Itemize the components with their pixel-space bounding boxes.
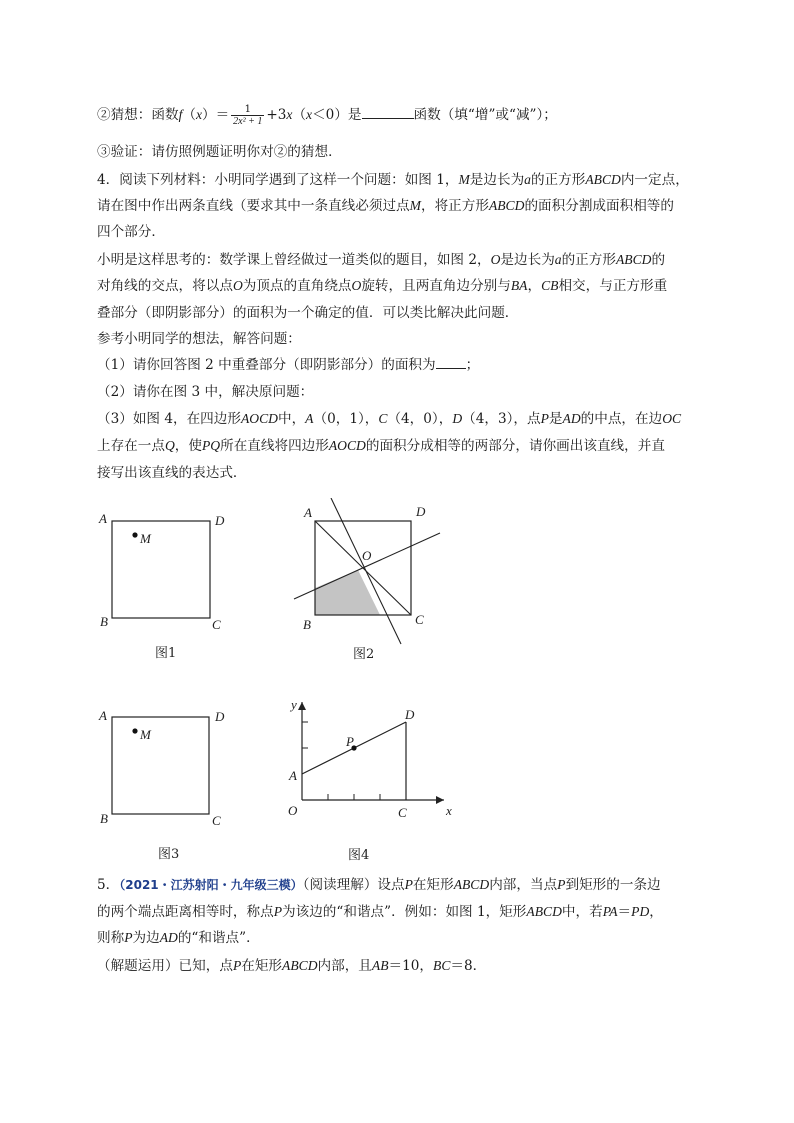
square-abcd	[112, 521, 210, 618]
text: （	[182, 107, 196, 123]
q4-line-11	[97, 437, 665, 455]
var: BC	[433, 958, 451, 973]
text: （4，3），点	[462, 411, 541, 427]
q3-verify-line: ③验证：请仿照例题证明你对②的猜想．	[97, 144, 342, 160]
text: （1）请你回答图 2 中重叠部分（即阴影部分）的面积为	[97, 357, 436, 373]
label-a: A	[99, 511, 107, 526]
label-b: B	[100, 614, 108, 629]
label-d: D	[405, 707, 415, 722]
text: （解题运用）已知，点	[97, 958, 233, 974]
text: ②猜想：函数	[97, 107, 179, 123]
figure-caption: 图1	[155, 646, 177, 661]
q4-line-2	[97, 197, 674, 215]
var: AD	[159, 930, 178, 945]
label-a: A	[289, 768, 297, 783]
q4-line-7: 参考小明同学的想法，解答问题：	[97, 331, 301, 347]
text: 的正方形	[561, 252, 616, 268]
var: PQ	[201, 438, 221, 453]
var: AD	[562, 411, 581, 426]
text: ＝	[617, 904, 632, 920]
fraction-denominator: 2x² + 1	[233, 116, 263, 127]
text: ，将正方形	[420, 198, 489, 214]
var: ABCD	[488, 198, 525, 213]
point-m	[132, 728, 137, 733]
text: 的面积分割成面积相等的	[524, 198, 674, 214]
label-m: M	[140, 531, 151, 546]
text: 的正方形	[530, 172, 586, 188]
var: M	[458, 172, 470, 187]
question-source: （2021・江苏射阳・九年级三模）	[119, 878, 303, 892]
var: O	[232, 278, 243, 293]
var: a	[524, 172, 531, 187]
text: 相交，与正方形重	[558, 278, 668, 294]
label-c: C	[398, 805, 407, 820]
text: 函数（填“增”或“减”）；	[413, 107, 557, 123]
label-b: B	[100, 811, 108, 826]
text: 请在图中作出两条直线（要求其中一条直线必须过点	[97, 198, 410, 214]
text: ，	[527, 278, 542, 294]
label-o: O	[362, 548, 372, 563]
text: 内一定点，	[620, 172, 689, 188]
label-d: D	[416, 504, 426, 519]
text: 的两个端点距离相等时，称点	[97, 904, 274, 920]
text: ＝8	[450, 958, 473, 974]
text: 是	[548, 411, 563, 427]
text: （阅读理解）设点	[302, 877, 405, 893]
var: P	[557, 877, 566, 892]
text: ，	[649, 904, 663, 920]
answer-blank[interactable]	[362, 106, 414, 119]
var: OC	[662, 411, 682, 426]
var: ABCD	[282, 958, 318, 973]
label-m: M	[140, 727, 151, 742]
text: ）＝	[201, 107, 230, 123]
q4-line-10	[97, 410, 681, 428]
label-a: A	[304, 505, 312, 520]
var: P	[124, 930, 133, 945]
var: P	[404, 877, 413, 892]
text: ；	[465, 357, 480, 373]
var: ABCD	[585, 172, 621, 187]
text: 在矩形	[241, 958, 283, 974]
figure-2	[290, 498, 450, 668]
var: M	[409, 198, 421, 213]
figure-1	[95, 505, 235, 665]
q5-line-3	[97, 929, 260, 947]
var: P	[540, 411, 549, 426]
var: PA	[602, 904, 618, 919]
text: 上存在一点	[97, 438, 165, 454]
var: ABCD	[526, 904, 562, 919]
q4-line-6: 叠部分（即阴影部分）的面积为一个确定的值．可以类比解决此问题．	[97, 305, 519, 321]
var: AOCD	[328, 438, 366, 453]
var: A	[305, 411, 314, 426]
text: （0，1），	[313, 411, 379, 427]
label-c: C	[212, 617, 221, 632]
text: 的“和谐点”．	[177, 930, 260, 946]
text: 的	[651, 252, 666, 268]
q4-line-9: （2）请你在图 3 中，解决原问题：	[97, 384, 314, 400]
figure-caption: 图4	[348, 848, 370, 863]
var: O	[351, 278, 362, 293]
q4-line-5	[97, 277, 667, 295]
shaded-region	[315, 570, 380, 615]
question-number: 5．	[97, 877, 120, 893]
text: ＜0）是	[312, 107, 362, 123]
label-o: O	[288, 803, 298, 818]
q4-line-8	[97, 356, 479, 374]
text: 内部，当点	[489, 877, 558, 893]
var: C	[378, 411, 388, 426]
var: P	[273, 904, 283, 919]
text: （4，0），	[387, 411, 453, 427]
text: 对角线的交点，将以点	[97, 278, 233, 294]
figure-4	[284, 696, 464, 866]
text: （	[292, 107, 307, 123]
text: 则称	[97, 930, 125, 946]
text: 旋转，且两直角边分别与	[361, 278, 511, 294]
text: 小明是这样思考的：数学课上曾经做过一道类似的题目，如图 2，	[97, 252, 491, 268]
q4-line-4	[97, 251, 665, 269]
q3-conjecture-line	[97, 104, 557, 127]
label-d: D	[215, 709, 225, 724]
text: 内部，且	[317, 958, 372, 974]
var: ABCD	[615, 252, 652, 267]
func-name: f	[178, 107, 183, 122]
var: CB	[541, 278, 559, 293]
var: ABCD	[453, 877, 490, 892]
q4-line-3: 四个部分．	[97, 224, 165, 240]
fraction	[231, 104, 264, 127]
var: AB	[371, 958, 389, 973]
var: x	[195, 107, 202, 122]
text: 的中点，在边	[580, 411, 663, 427]
text: ＝10	[388, 958, 420, 974]
label-d: D	[215, 513, 225, 528]
var: x	[286, 107, 293, 122]
label-a: A	[99, 708, 107, 723]
text: ．	[472, 958, 487, 974]
point-m	[132, 532, 137, 537]
figure-caption: 图2	[353, 647, 375, 662]
y-axis-arrow	[298, 702, 306, 710]
x-axis-arrow	[436, 796, 444, 804]
q4-line-1	[97, 171, 689, 189]
q5-line-2	[97, 903, 663, 921]
label-y: y	[291, 697, 297, 712]
text: 是边长为	[500, 252, 555, 268]
text: 为顶点的直角绕点	[242, 278, 352, 294]
text: 是边长为	[469, 172, 525, 188]
var: BA	[510, 278, 528, 293]
text: 所在直线将四边形	[220, 438, 329, 454]
label-b: B	[303, 617, 311, 632]
square-abcd	[112, 717, 209, 814]
text: 中，若	[561, 904, 603, 920]
q5-line-4	[97, 957, 486, 975]
text: 中，	[277, 411, 306, 427]
var: PD	[631, 904, 650, 919]
var: AOCD	[240, 411, 278, 426]
var: x	[306, 107, 313, 122]
right-angle-side-1	[331, 498, 401, 644]
text: 为边	[132, 930, 160, 946]
text: +3	[266, 107, 287, 123]
text: 在矩形	[412, 877, 454, 893]
var: D	[452, 411, 463, 426]
var: P	[232, 958, 242, 973]
text: ，	[419, 958, 434, 974]
label-x: x	[446, 803, 452, 818]
figure-caption: 图3	[158, 847, 180, 862]
text: 4．阅读下列材料：小明同学遇到了这样一个问题：如图 1，	[97, 172, 459, 188]
q5-line-1	[97, 876, 661, 894]
var: O	[490, 252, 501, 267]
label-p: P	[346, 734, 354, 749]
text: 为该边的“和谐点”．例如：如图 1，矩形	[282, 904, 527, 920]
fraction-numerator: 1	[231, 104, 264, 116]
label-c: C	[415, 612, 424, 627]
text: （3）如图 4，在四边形	[97, 411, 241, 427]
q4-line-12: 接写出该直线的表达式．	[97, 465, 247, 481]
label-c: C	[212, 813, 221, 828]
text: ，使	[174, 438, 202, 454]
text: 的面积分成相等的两部分，请你画出该直线，并直	[365, 438, 665, 454]
figure-3	[95, 703, 235, 863]
answer-blank[interactable]	[436, 356, 466, 369]
text: 到矩形的一条边	[565, 877, 661, 893]
var: Q	[164, 438, 175, 453]
var: a	[554, 252, 562, 267]
